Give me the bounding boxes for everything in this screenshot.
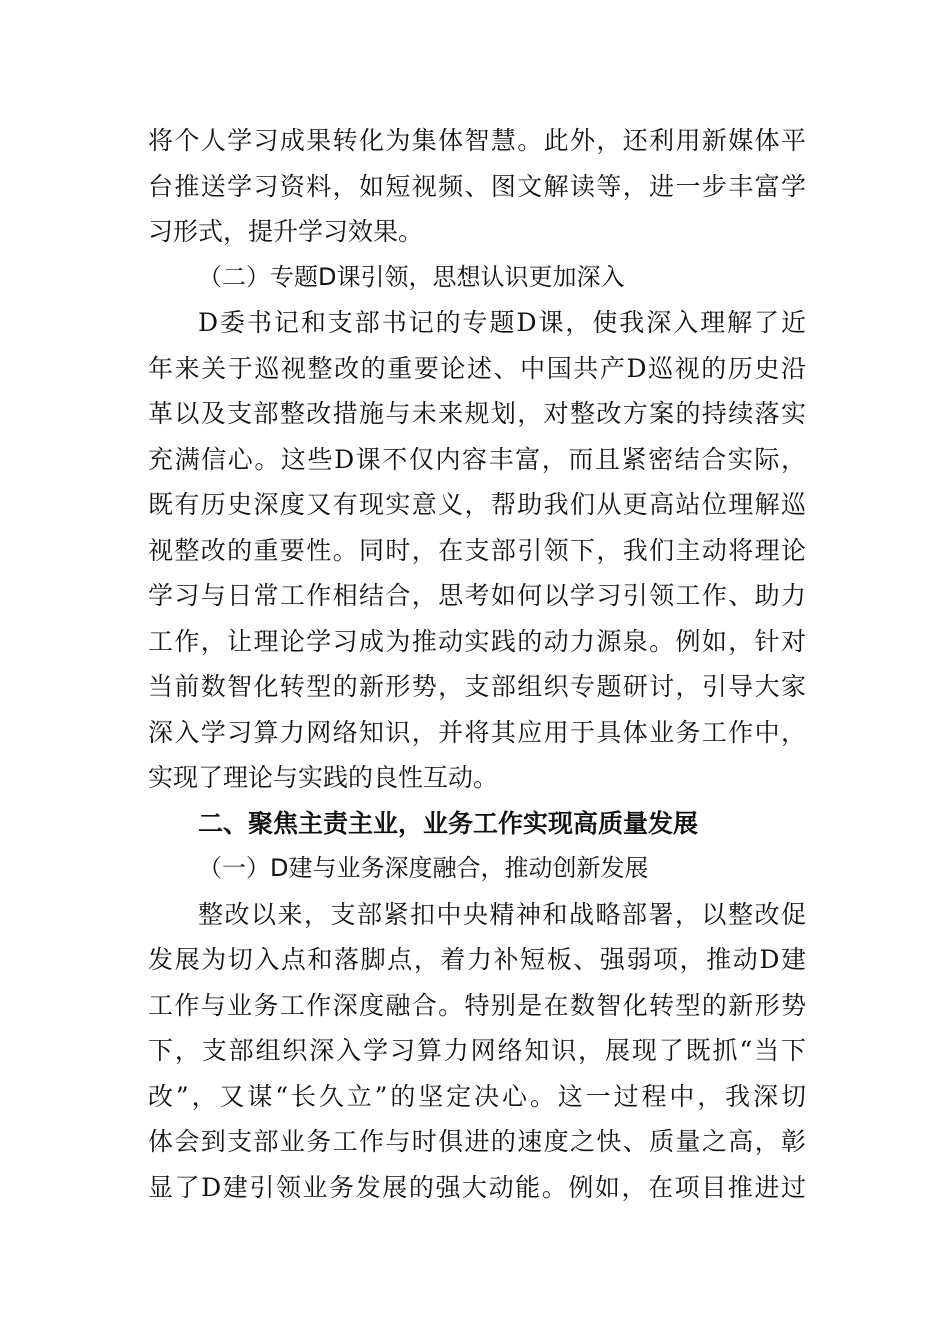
paragraph-line: D委书记和支部书记的专题D课，使我深入理解了近 (198, 308, 806, 337)
paragraph-line: 将个人学习成果转化为集体智慧。此外，还利用新媒体平 (148, 126, 806, 155)
paragraph-line: 学习与日常工作相结合，思考如何以学习引领工作、助力 (148, 581, 806, 610)
paragraph-line: 发展为切入点和落脚点，着力补短板、强弱项，推动D建 (148, 945, 806, 974)
paragraph-line: 台推送学习资料，如短视频、图文解读等，进一步丰富学 (148, 171, 806, 201)
paragraph-line: 下，支部组织深入学习算力网络知识，展现了既抓“当下 (148, 1036, 806, 1065)
subsection-heading: （一）D建与业务深度融合，推动创新发展 (198, 854, 649, 882)
paragraph-line: 年来关于巡视整改的重要论述、中国共产D巡视的历史沿 (148, 353, 806, 383)
paragraph-line: 视整改的重要性。同时，在支部引领下，我们主动将理论 (148, 535, 806, 565)
paragraph-line: 当前数智化转型的新形势，支部组织专题研讨，引导大家 (148, 672, 806, 701)
paragraph-line: 既有历史深度又有现实意义，帮助我们从更高站位理解巡 (148, 490, 806, 519)
paragraph-line: 革以及支部整改措施与未来规划，对整改方案的持续落实 (148, 399, 806, 428)
paragraph-line: 显了D建引领业务发展的强大动能。例如，在项目推进过 (148, 1172, 806, 1202)
paragraph-line: 习形式，提升学习效果。 (148, 217, 424, 246)
paragraph-line: 深入学习算力网络知识，并将其应用于具体业务工作中， (148, 717, 806, 747)
paragraph-line: 工作，让理论学习成为推动实践的动力源泉。例如，针对 (148, 626, 806, 656)
paragraph-line: 改”，又谋“长久立”的坚定决心。这一过程中，我深切 (148, 1081, 806, 1111)
paragraph-line: 体会到支部业务工作与时俱进的速度之快、质量之高，彰 (148, 1127, 806, 1156)
subsection-heading: （二）专题D课引领，思想认识更加深入 (198, 262, 625, 291)
paragraph-line: 实现了理论与实践的良性互动。 (148, 763, 499, 792)
section-heading: 二、聚焦主责主业，业务工作实现高质量发展 (198, 808, 699, 838)
document-page (148, 118, 806, 1210)
paragraph-line: 充满信心。这些D课不仅内容丰富，而且紧密结合实际， (148, 444, 806, 474)
paragraph-line: 整改以来，支部紧扣中央精神和战略部署，以整改促 (198, 899, 806, 929)
paragraph-line: 工作与业务工作深度融合。特别是在数智化转型的新形势 (148, 990, 806, 1020)
